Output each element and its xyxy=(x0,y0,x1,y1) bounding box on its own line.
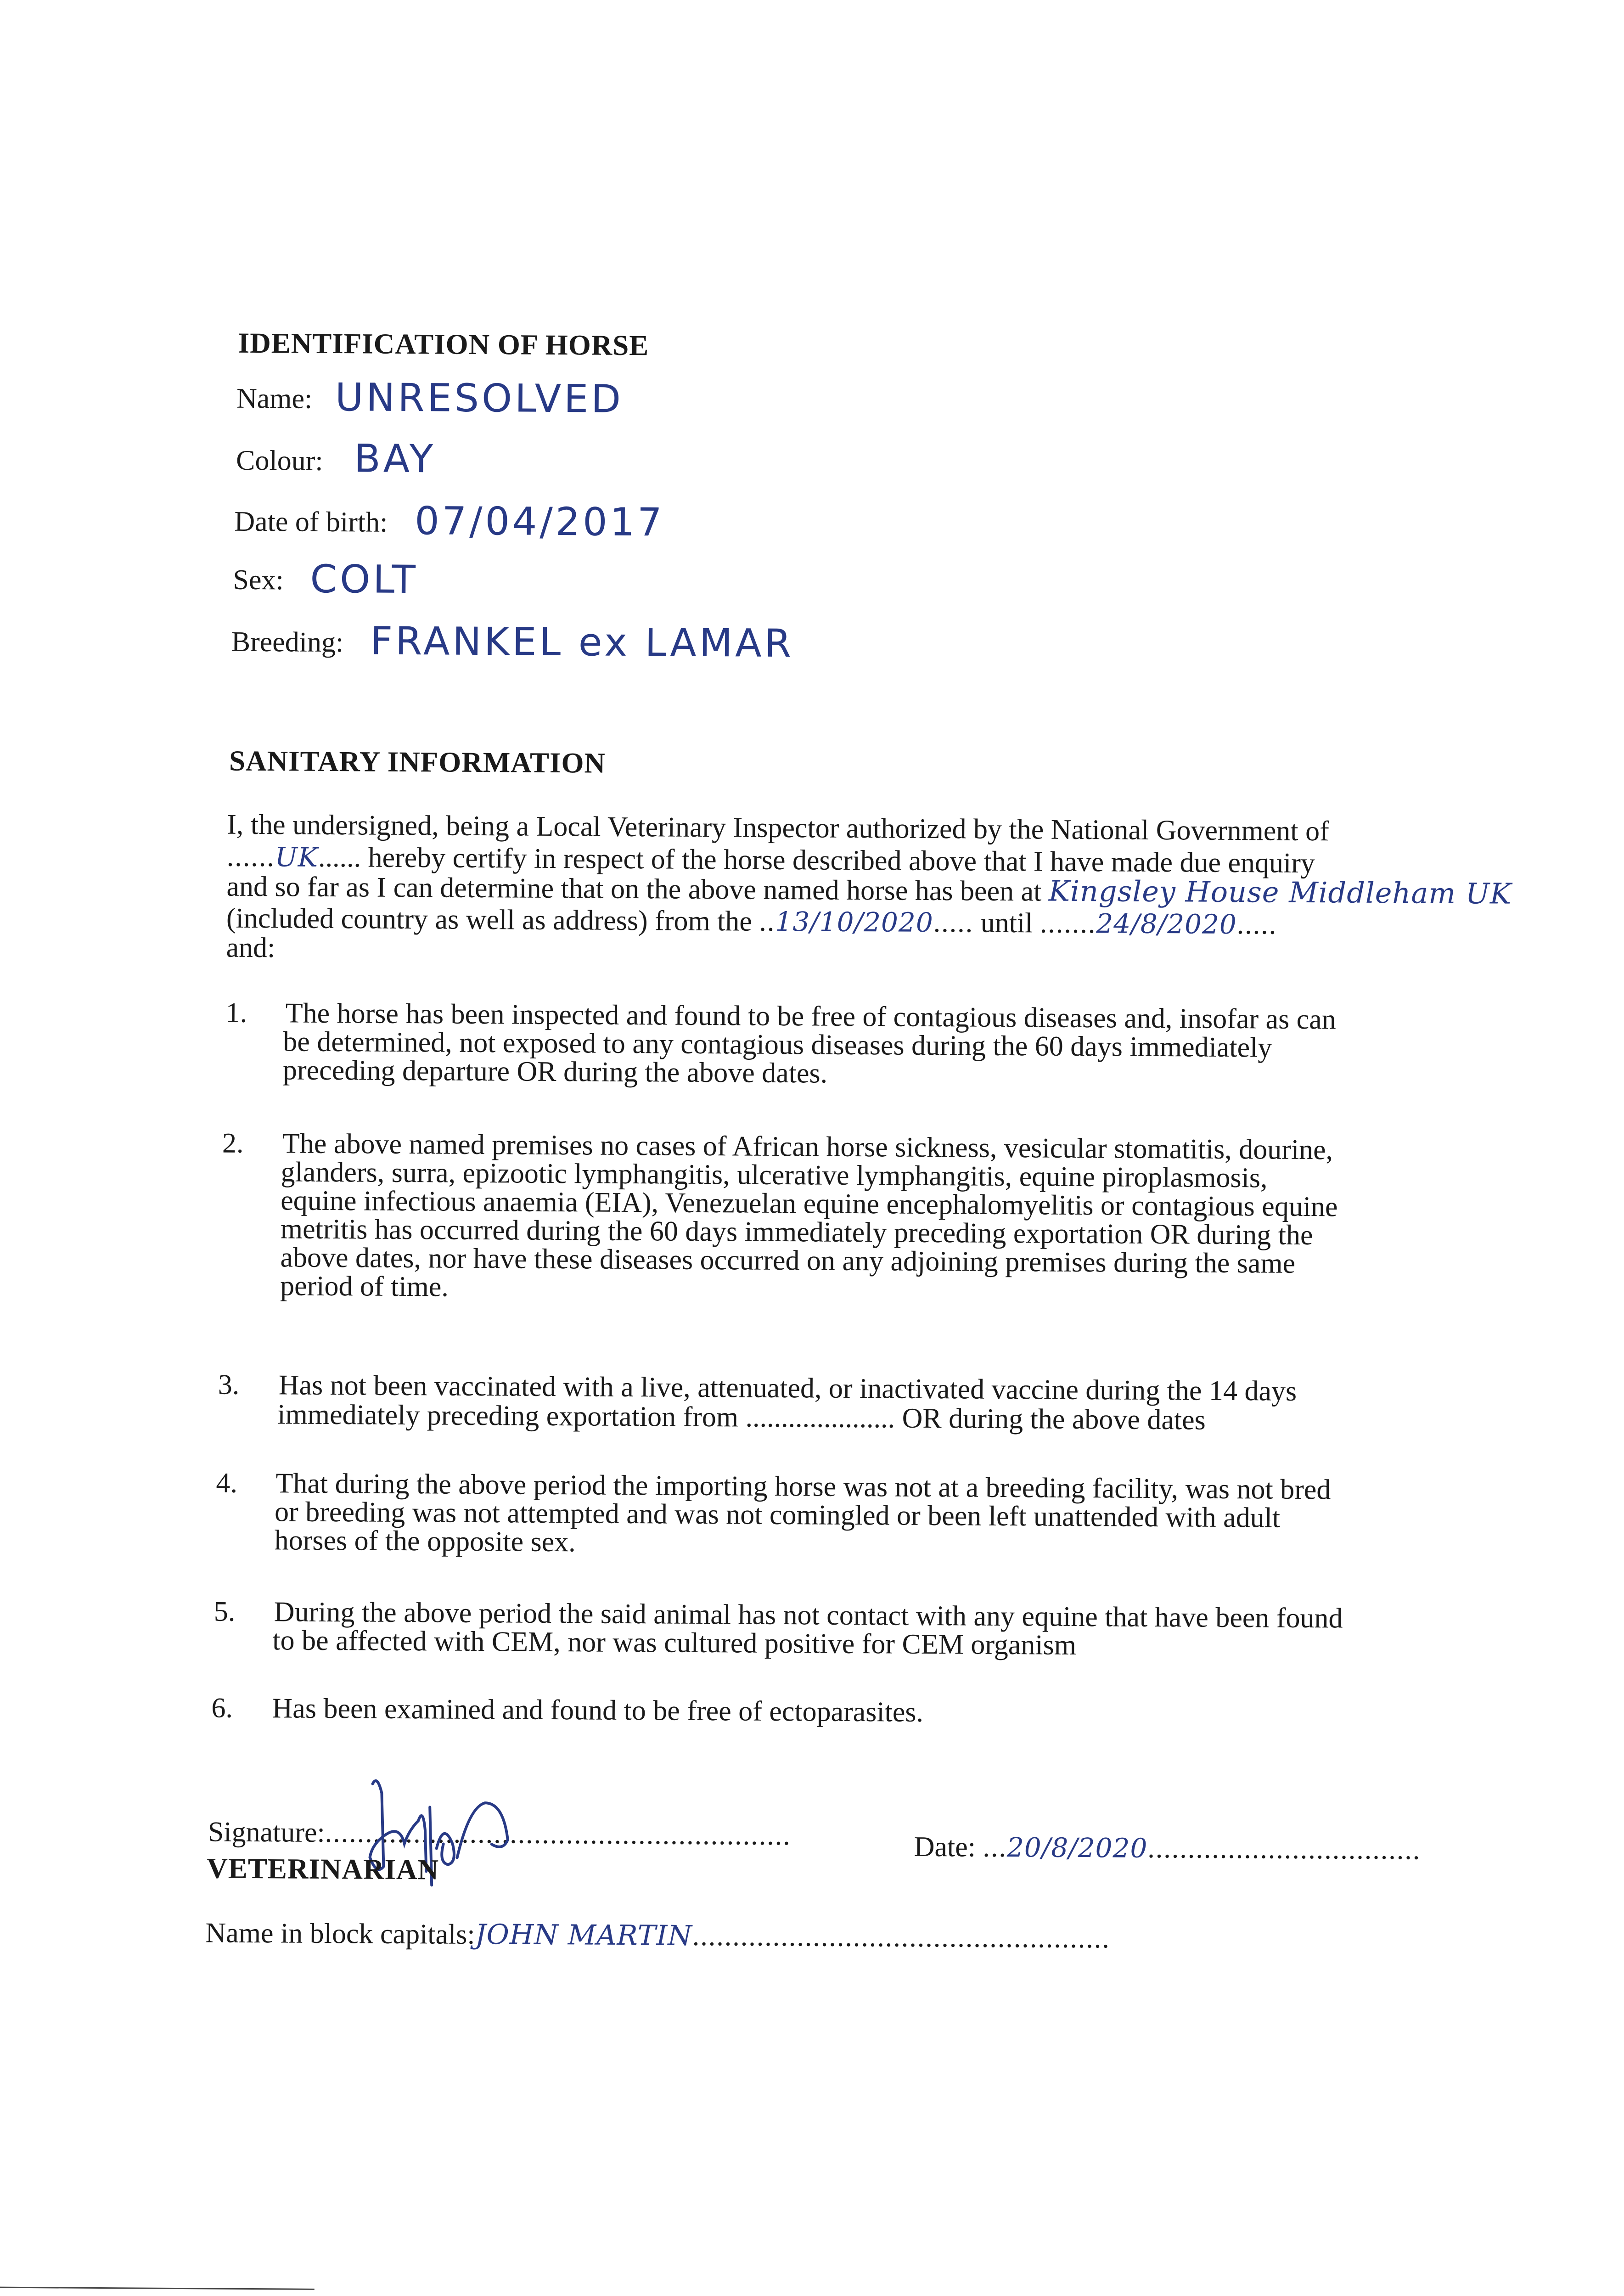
intro-line-1: I, the undersigned, being a Local Veterinary Inspector authorized by the National Government of xyxy=(227,809,1329,847)
item-line: immediately preceding exportation from ..................... OR during the above dates xyxy=(277,1399,1206,1436)
item-line: glanders, surra, epizootic lymphangitis, ulcerative lymphangitis, equine piroplasmosis, xyxy=(281,1156,1268,1194)
intro-dots-prefix: ...... xyxy=(226,841,275,873)
sanitary-heading: SANITARY INFORMATION xyxy=(229,744,606,779)
item-line: preceding departure OR during the above dates. xyxy=(282,1054,828,1089)
block-name-line xyxy=(205,1917,1110,1955)
dob-label: Date of birth: xyxy=(234,506,388,538)
breeding-value: FRANKEL ex LAMAR xyxy=(370,618,794,666)
item-line: That during the above period the importing horse was not at a breeding facility, was not bred xyxy=(275,1468,1331,1506)
block-name-dots: .................................................... xyxy=(692,1920,1111,1954)
breeding-label: Breeding: xyxy=(231,626,344,658)
signature-dots: .......................................................... xyxy=(325,1817,791,1851)
veterinarian-role: VETERINARIAN xyxy=(207,1852,439,1886)
item-line: metritis has occurred during the 60 days immediately preceding exportation OR during the xyxy=(280,1213,1313,1251)
sex-label: Sex: xyxy=(233,564,284,596)
from-date-value: 13/10/2020 xyxy=(775,906,933,939)
item-number: 5. xyxy=(214,1596,236,1627)
name-value: UNRESOLVED xyxy=(335,375,624,422)
item-number: 3. xyxy=(218,1369,240,1401)
item-line: The horse has been inspected and found to be free of contagious diseases and, insofar as can xyxy=(285,997,1336,1035)
item-line: horses of the opposite sex. xyxy=(274,1525,576,1558)
name-label: Name: xyxy=(236,383,313,415)
until-label: until xyxy=(980,907,1033,939)
item-number: 6. xyxy=(211,1692,233,1724)
item-line: equine infectious anaemia (EIA), Venezuelan equine encephalomyelitis or contagious equine xyxy=(281,1185,1338,1223)
date-dots: .................................. xyxy=(1147,1832,1421,1866)
dob-value: 07/04/2017 xyxy=(415,498,665,545)
item-line: Has been examined and found to be free of ectoparasites. xyxy=(272,1693,924,1728)
item-line: to be affected with CEM, nor was cultured positive for CEM organism xyxy=(272,1625,1077,1661)
item-line: period of time. xyxy=(280,1270,449,1303)
block-name-label: Name in block capitals: xyxy=(205,1917,475,1950)
date-line: Date: ...20/8/2020.................................. xyxy=(914,1831,1421,1866)
intro-line-5: and: xyxy=(226,932,275,964)
country-value: UK xyxy=(275,841,319,873)
item-line: be determined, not exposed to any contagious diseases during the 60 days immediately xyxy=(283,1026,1272,1064)
identification-heading: IDENTIFICATION OF HORSE xyxy=(238,326,649,362)
intro-line-3-text: and so far as I can determine that on the above named horse has been at xyxy=(226,871,1042,907)
item-number: 2. xyxy=(222,1127,244,1159)
sex-value: COLT xyxy=(310,556,419,602)
address-value: Kingsley House Middleham UK xyxy=(1048,874,1512,911)
intro-line-4: (included country as well as address) from the ..13/10/2020..... until .......24/8/2020..... xyxy=(226,902,1277,940)
signature-date-value: 20/8/2020 xyxy=(1006,1832,1148,1864)
item-number: 4. xyxy=(216,1467,238,1499)
colour-label: Colour: xyxy=(236,445,323,477)
intro-line-4-text: (included country as well as address) from the xyxy=(226,902,753,937)
signature-label: Signature: xyxy=(208,1816,325,1848)
scan-edge-line xyxy=(0,2287,315,2290)
item-line: The above named premises no cases of African horse sickness, vesicular stomatitis, dourine, xyxy=(282,1128,1333,1166)
item-number: 1. xyxy=(225,997,247,1029)
item-line: or breeding was not attempted and was not comingled or been left unattended with adult xyxy=(274,1496,1281,1534)
block-name-value: JOHN MARTIN xyxy=(475,1918,693,1952)
item-line: During the above period the said animal has not contact with any equine that have been found xyxy=(274,1596,1343,1634)
colour-value: BAY xyxy=(354,436,436,482)
intro-line-2-text: ...... hereby certify in respect of the horse described above that I have made due enquiry xyxy=(318,841,1315,879)
item-line: above dates, nor have these diseases occurred on any adjoining premises during the same xyxy=(280,1242,1296,1279)
item-line: Has not been vaccinated with a live, attenuated, or inactivated vaccine during the 14 days xyxy=(278,1369,1297,1407)
until-date-value: 24/8/2020 xyxy=(1096,908,1237,940)
date-label: Date: xyxy=(914,1831,976,1863)
